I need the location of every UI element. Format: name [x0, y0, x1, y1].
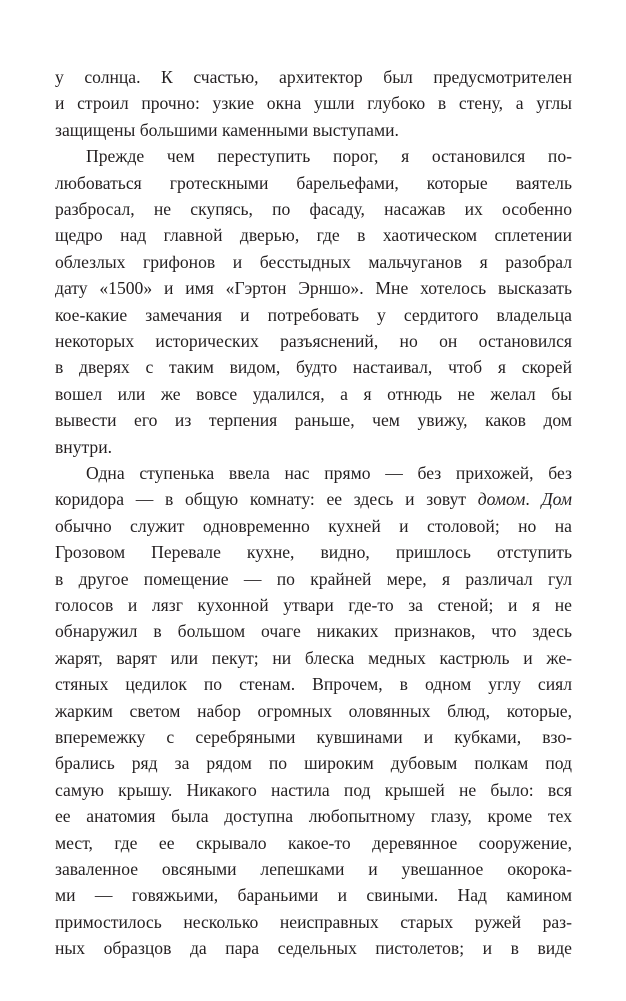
text-line: Грозовом Перевале кухне, видно, пришлось отступить: [55, 542, 572, 563]
text-line: любоваться гротескными барельефами, которые ваятель: [55, 172, 572, 193]
text-line: некоторых исторических разъяснений, но он остановился: [55, 331, 572, 351]
text-line: разбросал, не скупясь, по фасаду, насажав их особенно: [55, 199, 572, 219]
text-line: примостилось несколько неисправных старых ружей раз-: [55, 911, 572, 932]
text-line: жарят, варят или пекут; ни блеска медных кастрюль и же-: [55, 647, 572, 668]
text-line: облезлых грифонов и бесстыдных мальчуганов я разобрал: [55, 251, 572, 272]
text-line: у солнца. К счастью, архитектор был предусмотрителен: [55, 67, 572, 87]
text-line: брались ряд за рядом по широким дубовым полкам под: [55, 753, 572, 774]
text-line: вперемежку с серебряными кувшинами и кубками, взо-: [55, 727, 572, 747]
text-line: обычно служит одновременно кухней и столовой; но на: [55, 515, 572, 536]
text-line: щедро над главной дверью, где в хаотическом сплетении: [55, 225, 572, 246]
text-line: [55, 486, 572, 512]
text-line: внутри.: [55, 436, 113, 457]
text-line: самую крышу. Никакого настила под крышей не было: вся: [55, 779, 572, 800]
text-run: коридора — в общую комнату: ее здесь и зовут: [55, 489, 478, 510]
italic-word: Дом: [541, 489, 573, 510]
text-line: дату «1500» и имя «Гэртон Эрншо». Мне хотелось высказать: [55, 278, 572, 299]
text-line: ми — говяжьими, бараньими и свиными. Над камином: [55, 885, 572, 906]
text-line: кое-какие замечания и потребовать у сердитого владельца: [55, 304, 572, 325]
text-line: заваленное овсяными лепешками и увешанное окорока-: [55, 859, 572, 879]
text-line: обнаружил в большом очаге никаких признаков, что здесь: [55, 621, 572, 642]
text-line: стяных цедилок по стенам. Впрочем, в одном углу сиял: [55, 674, 572, 695]
text-line: защищены большими каменными выступами.: [55, 119, 399, 140]
text-line: вывести его из терпения раньше, чем увижу, каков дом: [55, 410, 572, 431]
text-line: голосов и лязг кухонной утвари где-то за стеной; и я не: [55, 595, 572, 615]
text-line: жарким светом набор огромных оловянных блюд, которые,: [55, 700, 572, 721]
text-run: .: [525, 489, 542, 510]
text-line: ее анатомия была доступна любопытному глазу, кроме тех: [55, 806, 572, 827]
text-line: вошел или же вовсе удалился, а я отнюдь не желал бы: [55, 383, 572, 404]
text-line: ных образцов да пара седельных пистолетов; и в виде: [55, 938, 572, 959]
text-line: Прежде чем переступить порог, я остановился по-: [86, 146, 572, 167]
text-line: мест, где ее скрывало какое-то деревянное сооружение,: [55, 832, 572, 853]
italic-word: домом: [477, 489, 526, 510]
text-line: в другое помещение — по крайней мере, я различал гул: [55, 568, 572, 589]
text-line: в дверях с таким видом, будто настаивал, чтоб я скорей: [55, 357, 572, 378]
text-line: Одна ступенька ввела нас прямо — без прихожей, без: [86, 463, 572, 483]
text-line: и строил прочно: узкие окна ушли глубоко в стену, а углы: [55, 93, 572, 114]
